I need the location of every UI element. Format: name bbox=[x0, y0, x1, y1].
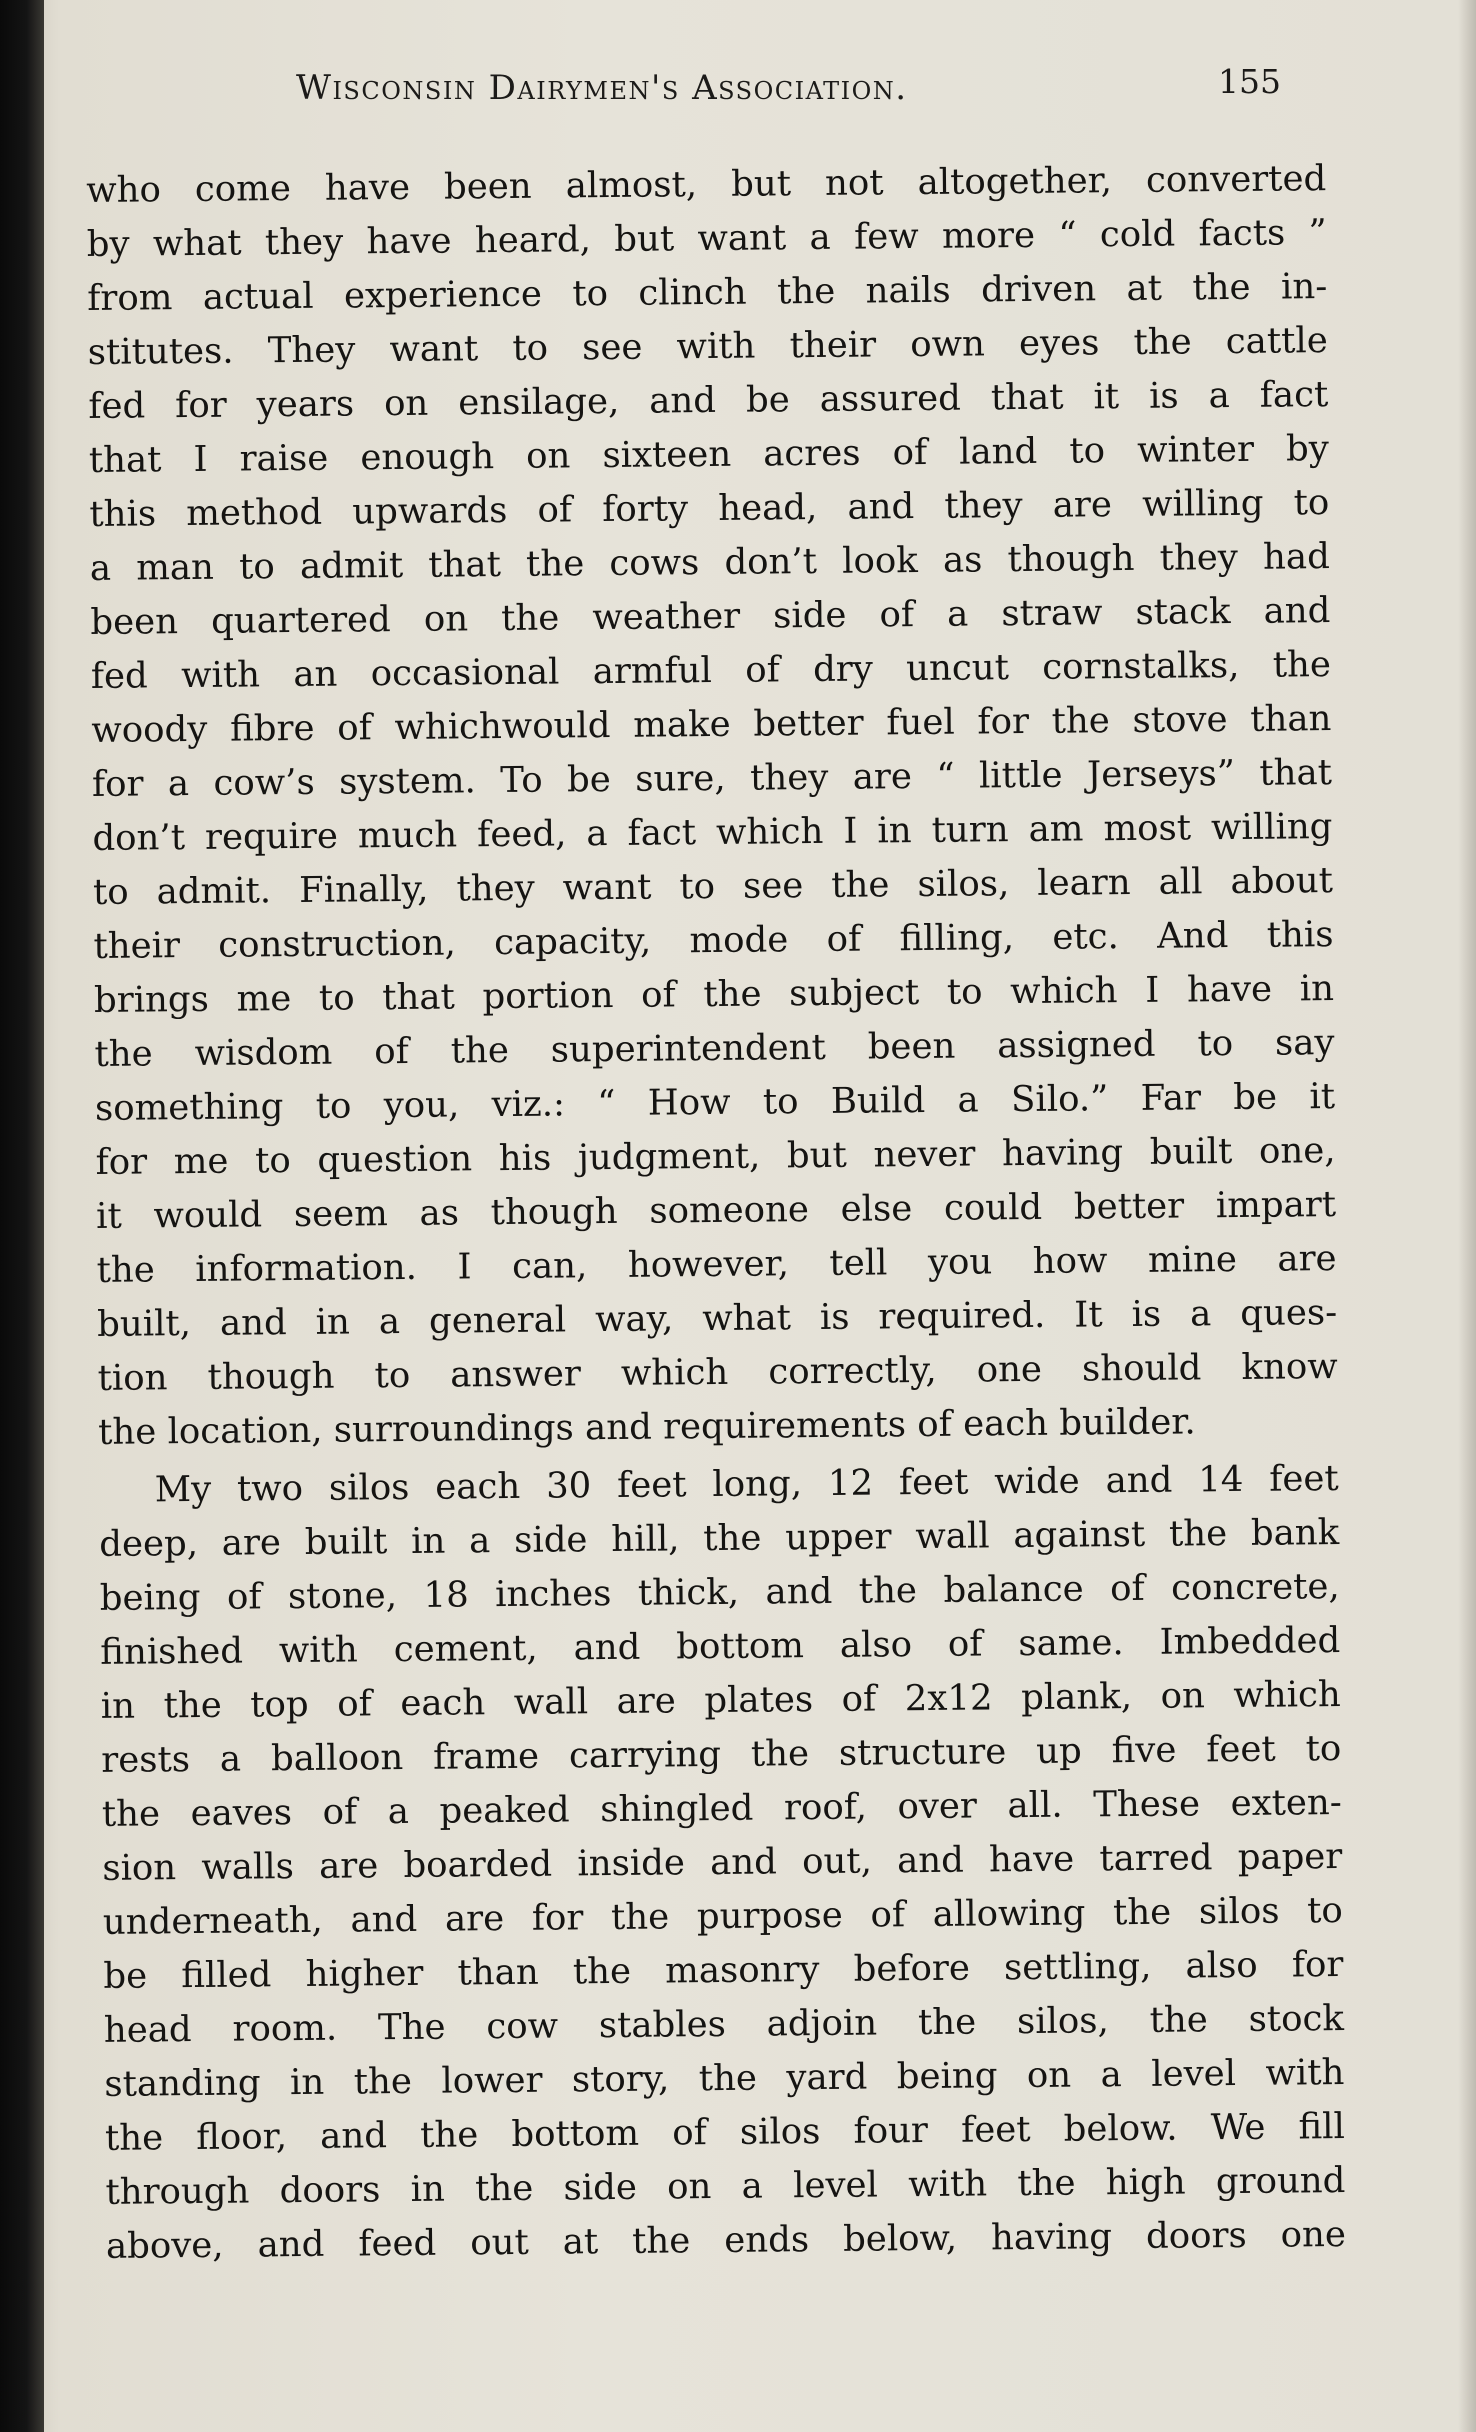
text-line: the floor, and the bottom of silos four feet below. We fill bbox=[104, 2106, 1346, 2159]
text-line: been quartered on the weather side of a straw stack and bbox=[90, 590, 1331, 643]
text-line: tion though to answer which correctly, one should know bbox=[97, 1346, 1338, 1399]
book-binding-shadow bbox=[0, 0, 44, 2432]
text-line: fed with an occasional armful of dry uncut cornstalks, the bbox=[90, 644, 1332, 697]
text-line: by what they have heard, but want a few more “ cold facts ” bbox=[86, 212, 1327, 265]
text-line: rests a balloon frame carrying the structure up five feet to bbox=[101, 1728, 1342, 1781]
text-line: brings me to that portion of the subject to which I have in bbox=[93, 968, 1335, 1021]
text-line: it would seem as though someone else could better impart bbox=[95, 1184, 1337, 1237]
text-line: for me to question his judgment, but never having built one, bbox=[95, 1130, 1336, 1183]
page-header bbox=[296, 60, 1296, 120]
text-line: be filled higher than the masonry before settling, also for bbox=[103, 1944, 1344, 1997]
text-line: finished with cement, and bottom also of same. Imbedded bbox=[100, 1620, 1341, 1673]
page-number: 155 bbox=[1218, 62, 1281, 101]
text-line: who come have been almost, but not altogether, converted bbox=[86, 158, 1327, 211]
text-line: that I raise enough on sixteen acres of land to winter by bbox=[88, 428, 1329, 481]
paragraph-1 bbox=[86, 152, 1338, 1460]
text-line: underneath, and are for the purpose of allowing the silos to bbox=[102, 1890, 1344, 1943]
text-line: being of stone, 18 inches thick, and the balance of concrete, bbox=[99, 1566, 1340, 1619]
body-text bbox=[86, 152, 1346, 2274]
paragraph-2 bbox=[98, 1452, 1346, 2274]
text-line: My two silos each 30 feet long, 12 feet wide and 14 feet bbox=[154, 1458, 1339, 1511]
text-line: from actual experience to clinch the nails driven at the in- bbox=[87, 266, 1328, 319]
text-line: to admit. Finally, they want to see the silos, learn all about bbox=[92, 860, 1334, 913]
text-line: built, and in a general way, what is required. It is a ques- bbox=[96, 1292, 1338, 1345]
text-line: something to you, viz.: “ How to Build a Silo.” Far be it bbox=[94, 1076, 1336, 1129]
text-line: above, and feed out at the ends below, having doors one bbox=[105, 2214, 1347, 2267]
page-edge-shadow bbox=[1458, 0, 1476, 2432]
text-line: the information. I can, however, tell you how mine are bbox=[96, 1238, 1337, 1291]
text-line: the wisdom of the superintendent been assigned to say bbox=[94, 1022, 1335, 1075]
text-line: through doors in the side on a level with the high ground bbox=[105, 2160, 1346, 2213]
text-line: standing in the lower story, the yard being on a level with bbox=[104, 2052, 1345, 2105]
text-line: woody fibre of whichwould make better fuel for the stove than bbox=[91, 698, 1332, 751]
text-line: a man to admit that the cows don’t look as though they had bbox=[89, 536, 1331, 589]
text-line: deep, are built in a side hill, the upper wall against the bank bbox=[99, 1512, 1340, 1565]
text-line: for a cow’s system. To be sure, they are “ little Jerseys” that bbox=[91, 752, 1333, 805]
running-head: Wisconsin Dairymen's Association. bbox=[296, 68, 908, 108]
text-line: sion walls are boarded inside and out, and have tarred paper bbox=[102, 1836, 1343, 1889]
text-line: their construction, capacity, mode of filling, etc. And this bbox=[93, 914, 1334, 967]
text-line: in the top of each wall are plates of 2x12 plank, on which bbox=[100, 1674, 1341, 1727]
text-line: head room. The cow stables adjoin the silos, the stock bbox=[103, 1998, 1345, 2051]
text-line: fed for years on ensilage, and be assured that it is a fact bbox=[88, 374, 1329, 427]
text-line: the eaves of a peaked shingled roof, over all. These exten- bbox=[101, 1782, 1342, 1835]
text-line: don’t require much feed, a fact which I in turn am most willing bbox=[92, 806, 1333, 859]
text-line: the location, surroundings and requirements of each builder. bbox=[97, 1401, 1196, 1453]
text-line: this method upwards of forty head, and they are willing to bbox=[89, 482, 1330, 535]
text-line: stitutes. They want to see with their own eyes the cattle bbox=[87, 320, 1328, 373]
